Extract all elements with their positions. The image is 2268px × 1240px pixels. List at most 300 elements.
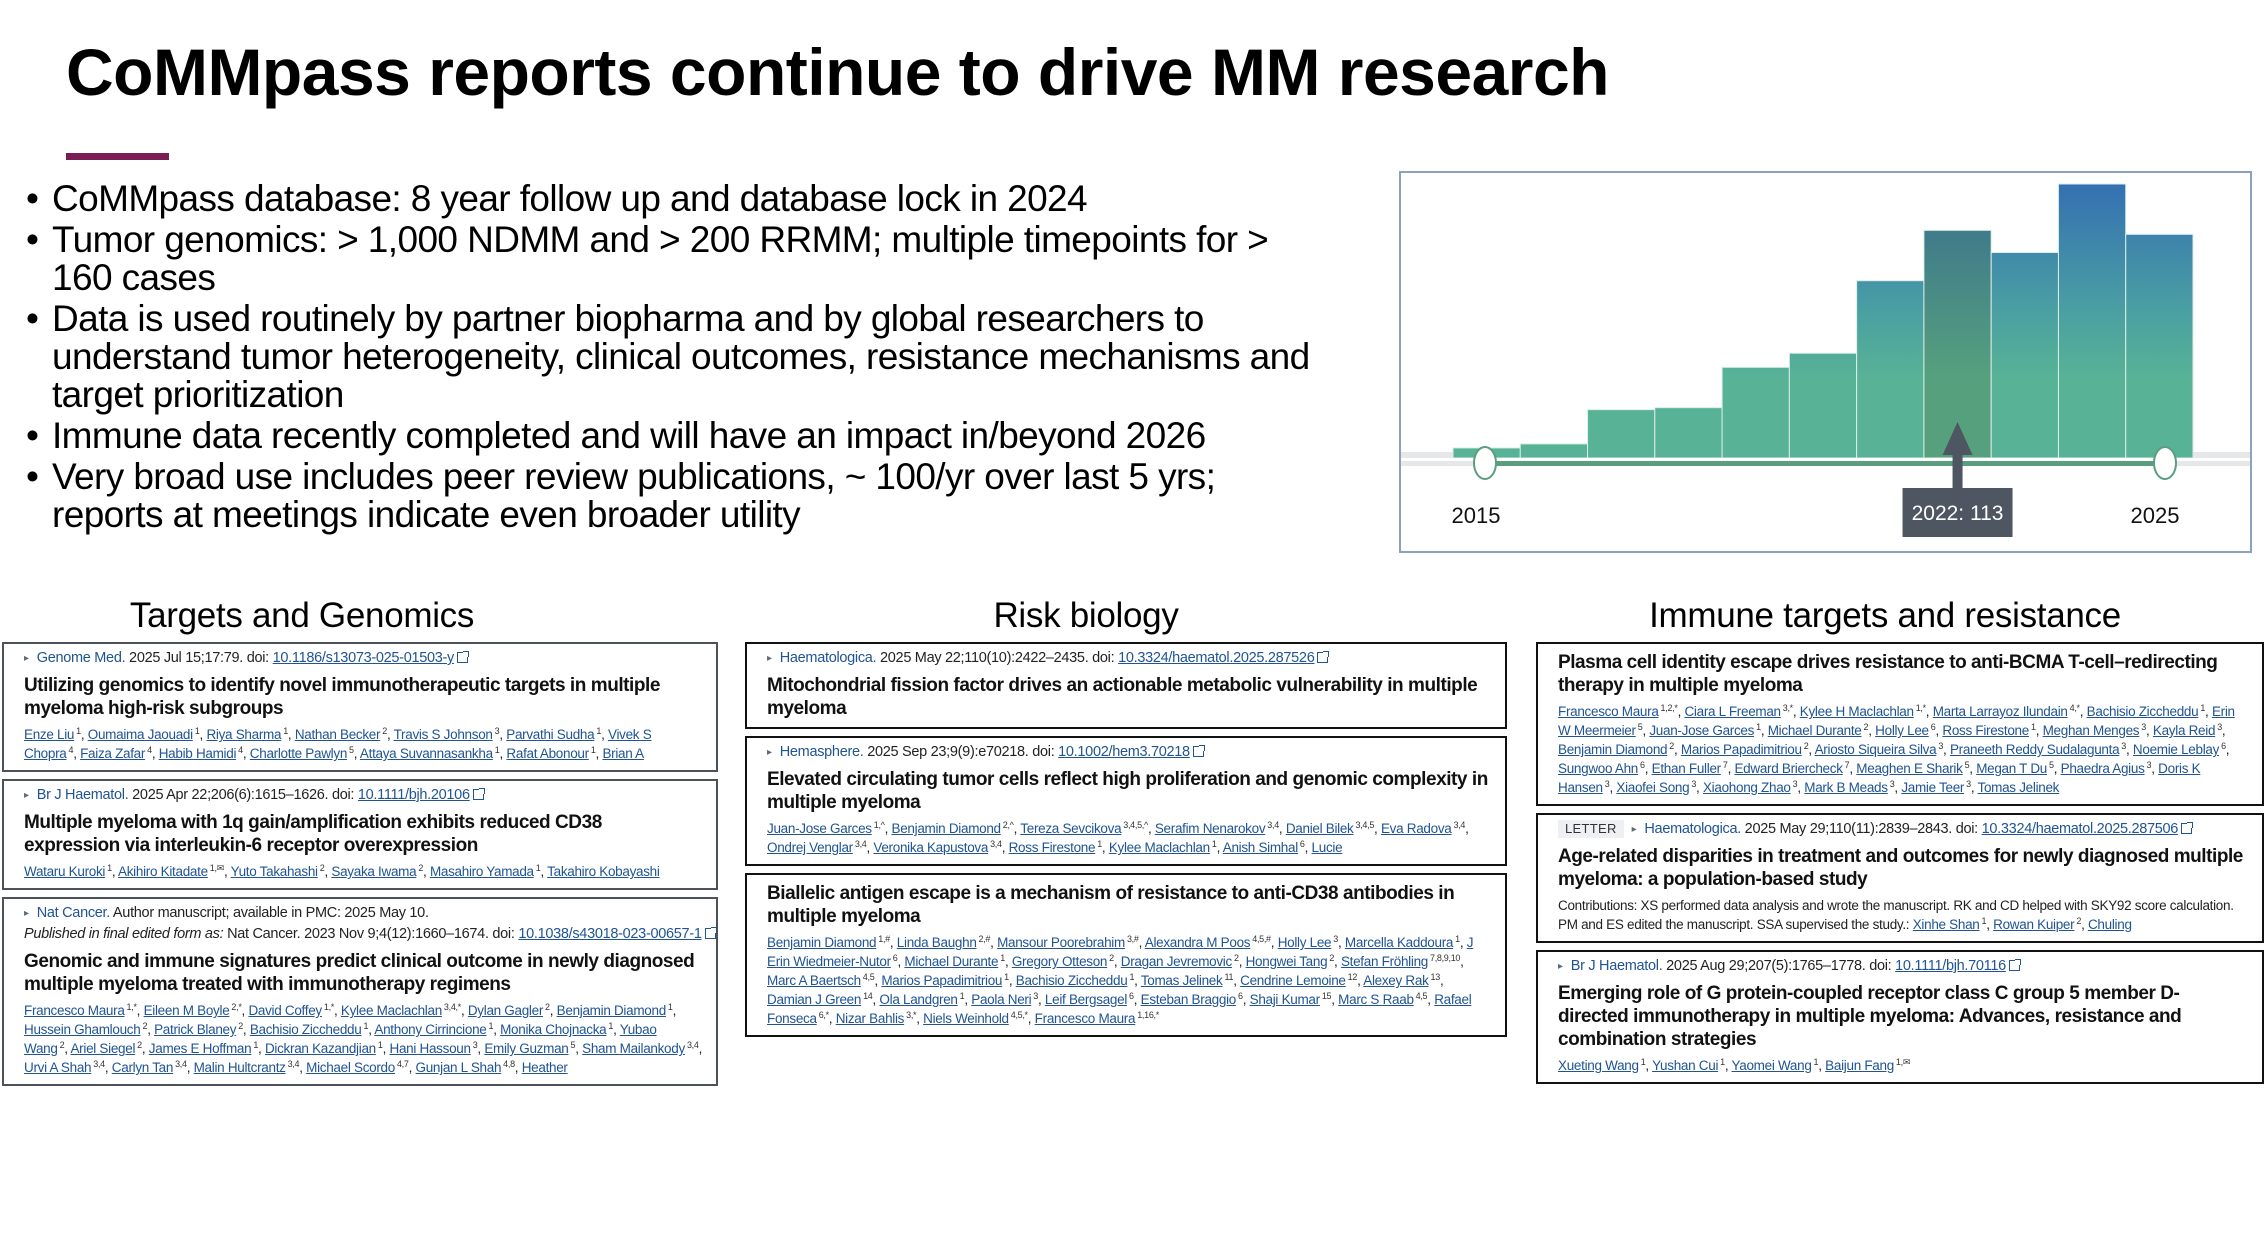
section-heading-targets-genomics: Targets and Genomics — [129, 596, 475, 635]
journal-name[interactable]: Genome Med. — [36, 650, 126, 666]
histogram-bar-2017[interactable] — [1588, 410, 1655, 458]
author-link[interactable]: Chuling — [2087, 917, 2132, 932]
author-affiliation: 3,4 — [287, 1058, 300, 1069]
author-link[interactable]: Esteban Braggio — [1140, 992, 1236, 1007]
citation-text: Author manuscript; available in PMC: 2025 May 10. — [110, 905, 429, 921]
external-link-icon[interactable] — [2009, 960, 2020, 971]
author-link[interactable]: Benjamin Diamond — [767, 935, 877, 950]
author-affiliation: 3,4 — [1267, 819, 1279, 830]
author-affiliation: 3 — [2146, 759, 2152, 770]
author-link[interactable]: Francesco Maura — [1034, 1011, 1136, 1026]
author-affiliation: 2 — [1803, 740, 1809, 751]
author-affiliation: 3,4 — [1453, 819, 1466, 830]
author-link[interactable]: Kylee Maclachlan — [340, 1003, 442, 1018]
author-affiliation: 1 — [1640, 1056, 1646, 1067]
author-affiliation: 2,# — [978, 933, 991, 944]
author-link[interactable]: Marcella Kaddoura — [1344, 935, 1454, 950]
doi-link[interactable]: 10.3324/haematol.2025.287526 — [1118, 650, 1315, 666]
author-link[interactable]: Travis S Johnson — [393, 727, 493, 742]
author-affiliation: 3,# — [1126, 933, 1139, 944]
histogram-bar-2024[interactable] — [2058, 184, 2125, 458]
author-affiliation: 1 — [1720, 1056, 1725, 1067]
author-link[interactable]: Hongwei Tang — [1245, 954, 1328, 969]
author-affiliation: 3,4,5 — [1355, 819, 1375, 830]
author-link[interactable]: Enze Liu — [24, 727, 75, 742]
citation-meta — [767, 743, 1491, 762]
author-link[interactable]: Habib Hamidi — [158, 746, 237, 761]
author-link[interactable]: James E Hoffman — [148, 1041, 252, 1056]
author-link[interactable]: Noemie Leblay — [2132, 742, 2220, 757]
author-affiliation: 2,* — [231, 1001, 242, 1012]
external-link-icon[interactable] — [473, 789, 484, 800]
doi-link[interactable]: 10.1111/bjh.20106 — [357, 787, 470, 803]
author-link[interactable]: Doris K Hansen — [1558, 761, 2201, 795]
author-link[interactable]: Tomas Jelinek — [1140, 973, 1223, 988]
author-link[interactable]: Niels Weinhold — [923, 1011, 1009, 1026]
author-affiliation: 5 — [2048, 759, 2054, 770]
author-list: Francesco Maura $^{1,*}$, Eileen M Boyle $^{2,*}$, David Coffey $^{1,*}$, Kylee Maclachlan $^{3,4,*}$, Dylan Gagler $^2$, Benjamin Diamond $^1$, Hussein Ghamlouch $^2$, Patrick Blaney $^2$, Bachisio Ziccheddu $^1$, Anthony Cirrincione $^1$, Monika Chojnacka $^1$, Yubao Wang $^2$, Ariel Siegel $^2$, James E Hoffman $^1$, Dickran Kazandjian $^1$, Hani Hassoun $^3$, Emily Guzman $^5$, Sham Mailankody $^{3,4}$, Urvi A Shah $^{3,4}$, Carlyn Tan $^{3,4}$, Malin Hultcrantz $^{3,4}$, Michael Scordo $^{4,7}$, Gunjan L Shah $^{4,8}$, Heather — [24, 1001, 703, 1075]
author-affiliation: 7,8,9,10 — [1430, 952, 1461, 963]
bullet-item — [22, 458, 1332, 534]
author-affiliation: 1 — [959, 990, 965, 1001]
author-affiliation: 3,4 — [175, 1058, 187, 1069]
author-affiliation: 2 — [142, 1020, 148, 1031]
author-affiliation: 1 — [1813, 1056, 1819, 1067]
article-card[interactable] — [2, 897, 718, 1086]
author-link[interactable]: Ross Firestone — [1008, 840, 1096, 855]
doi-link[interactable]: 10.1038/s43018-023-00657-1 — [518, 926, 702, 942]
author-affiliation: 5 — [1964, 759, 1970, 770]
article-title[interactable]: Plasma cell identity escape drives resistance to anti-BCMA T-cell–redirecting therapy in multiple myeloma — [1558, 652, 2218, 696]
journal-name[interactable]: Haematologica. — [1644, 821, 1741, 837]
article-title[interactable]: Biallelic antigen escape is a mechanism of resistance to anti-CD38 antibodies in multiple myeloma — [767, 883, 1455, 927]
immune-targets-column — [1536, 642, 2264, 1084]
author-link[interactable]: Takahiro Kobayashi — [547, 864, 660, 879]
author-link[interactable]: Attaya Suvannasankha — [359, 746, 493, 761]
citation-meta — [24, 904, 702, 923]
author-affiliation: 1 — [596, 725, 602, 736]
bullet-dot-icon: • — [26, 298, 39, 339]
triangle-expand-icon[interactable]: ▸ — [1558, 961, 1563, 972]
external-link-icon[interactable] — [1193, 746, 1204, 757]
author-affiliation: 4 — [147, 744, 152, 755]
author-affiliation: 7 — [1722, 759, 1728, 770]
author-link[interactable]: Daniel Bilek — [1285, 821, 1354, 836]
author-link[interactable]: Leif Bergsagel — [1044, 992, 1128, 1007]
bullet-text: Immune data recently completed and will have an impact in/beyond 2026 — [52, 415, 1206, 456]
author-affiliation: 2,^ — [1002, 819, 1014, 830]
author-affiliation: 3 — [1938, 740, 1944, 751]
triangle-expand-icon[interactable]: ▸ — [767, 653, 772, 664]
author-link[interactable]: Francesco Maura — [24, 1003, 125, 1018]
author-link[interactable]: Oumaima Jaouadi — [87, 727, 193, 742]
author-link[interactable]: Carlyn Tan — [111, 1060, 174, 1075]
author-link[interactable]: Alexey Rak — [1363, 973, 1429, 988]
citation-text: 2025 Jul 15;17:79. doi: — [125, 650, 273, 666]
article-card[interactable] — [2, 642, 718, 772]
author-link[interactable]: Nizar Bahlis — [835, 1011, 905, 1026]
external-link-icon[interactable] — [1317, 652, 1328, 663]
triangle-expand-icon[interactable]: ▸ — [24, 908, 29, 919]
author-link[interactable]: Rafat Abonour — [506, 746, 589, 761]
author-link[interactable]: J Erin Wiedmeier-Nutor — [767, 935, 1474, 969]
citation-text: Nat Cancer. 2023 Nov 9;4(12):1660–1674. doi: — [223, 926, 519, 942]
triangle-expand-icon[interactable]: ▸ — [1631, 824, 1637, 835]
slide-title: CoMMpass reports continue to drive MM research — [66, 35, 1609, 109]
author-link[interactable]: Ariel Siegel — [70, 1041, 136, 1056]
author-link[interactable]: Heather — [521, 1060, 568, 1075]
author-link[interactable]: Yubao Wang — [24, 1022, 657, 1056]
journal-name[interactable]: Haematologica. — [779, 650, 877, 666]
risk-biology-column — [745, 642, 1507, 1037]
author-affiliation: 3 — [1889, 778, 1895, 789]
author-link[interactable]: Malin Hultcrantz — [193, 1060, 286, 1075]
bullet-dot-icon: • — [26, 219, 39, 260]
author-link[interactable]: Bachisio Ziccheddu — [1015, 973, 1128, 988]
author-affiliation: 3 — [1333, 933, 1338, 944]
author-link[interactable]: Michael Scordo — [306, 1060, 395, 1075]
author-link[interactable]: Francesco Maura — [1558, 704, 1659, 719]
author-affiliation: 4,5 — [862, 971, 875, 982]
author-link[interactable]: Hussein Ghamlouch — [24, 1022, 141, 1037]
author-affiliation: 4,5,# — [1252, 933, 1271, 944]
author-affiliation: 1 — [488, 1020, 494, 1031]
doi-link[interactable]: 10.1186/s13073-025-01503-y — [272, 650, 455, 666]
author-link[interactable]: Eileen M Boyle — [143, 1003, 230, 1018]
author-affiliation: 5 — [570, 1039, 576, 1050]
author-link[interactable]: Anthony Cirrincione — [374, 1022, 487, 1037]
author-link[interactable]: Ciara L Freeman — [1684, 704, 1781, 719]
author-link[interactable]: Rafael Fonseca — [767, 992, 1472, 1026]
author-link[interactable]: Holly Lee — [1277, 935, 1332, 950]
author-affiliation: 2 — [1109, 952, 1114, 963]
triangle-expand-icon[interactable]: ▸ — [24, 653, 29, 664]
slider-selected-range[interactable] — [1485, 461, 2165, 466]
histogram-svg — [1401, 173, 2250, 551]
author-link[interactable]: Erin W Meermeier — [1558, 704, 2235, 738]
bullet-item — [22, 180, 1332, 218]
author-link[interactable]: Xueting Wang — [1558, 1058, 1639, 1073]
bullet-dot-icon: • — [26, 178, 39, 219]
author-affiliation: 3,4 — [990, 838, 1002, 849]
citation-meta — [1558, 820, 2248, 839]
author-affiliation: 1 — [667, 1001, 673, 1012]
author-affiliation: 3 — [1792, 778, 1798, 789]
author-link[interactable]: David Coffey — [248, 1003, 322, 1018]
article-title[interactable]: Emerging role of G protein-coupled receptor class C group 5 member D-directed immunotherapy in multiple myeloma: Advances, resistance and combination strategies — [1558, 983, 2182, 1050]
author-affiliation: 3,4 — [686, 1039, 699, 1050]
article-title[interactable]: Genomic and immune signatures predict clinical outcome in newly diagnosed multiple myeloma treated with immunotherapy regimens — [24, 951, 695, 995]
journal-name[interactable]: Hemasphere. — [779, 744, 864, 760]
author-link[interactable]: Kayla Reid — [2152, 723, 2216, 738]
histogram-bar-2019[interactable] — [1722, 367, 1789, 458]
author-link[interactable]: Tereza Sevcikova — [1020, 821, 1122, 836]
author-link[interactable]: Edward Briercheck — [1734, 761, 1843, 776]
triangle-expand-icon[interactable]: ▸ — [767, 747, 772, 758]
histogram-bar-2018[interactable] — [1655, 408, 1722, 458]
author-affiliation: 1 — [194, 725, 200, 736]
author-link[interactable]: Holly Lee — [1875, 723, 1929, 738]
author-link[interactable]: Marc A Baertsch — [767, 973, 861, 988]
author-link[interactable]: Michael Durante — [1767, 723, 1862, 738]
author-link[interactable]: Yuto Takahashi — [230, 864, 318, 879]
author-link[interactable]: Cendrine Lemoine — [1240, 973, 1346, 988]
author-affiliation: 3,* — [906, 1009, 917, 1020]
author-link[interactable]: Veronika Kapustova — [873, 840, 989, 855]
author-affiliation: 1 — [107, 862, 112, 873]
author-affiliation: 1 — [1455, 933, 1460, 944]
citation-meta — [24, 786, 702, 805]
author-affiliation: 1 — [363, 1020, 369, 1031]
author-link[interactable]: Xinhe Shan — [1912, 917, 1980, 932]
author-link[interactable]: Akihiro Kitadate — [118, 864, 208, 879]
author-link[interactable]: Patrick Blaney — [154, 1022, 237, 1037]
summary-bullet-list — [22, 180, 1332, 537]
range-start-label: 2015 — [1451, 503, 1501, 528]
author-affiliation: 1 — [494, 744, 500, 755]
article-card[interactable] — [1536, 642, 2264, 806]
article-title[interactable]: Utilizing genomics to identify novel immunotherapeutic targets in multiple myeloma high-risk subgroups — [24, 675, 660, 719]
author-link[interactable]: Paola Neri — [971, 992, 1032, 1007]
article-card[interactable] — [745, 873, 1507, 1037]
author-affiliation: 1,# — [878, 933, 890, 944]
article-title[interactable]: Mitochondrial fission factor drives an actionable metabolic vulnerability in multiple myeloma — [767, 675, 1478, 719]
author-affiliation: 6 — [1930, 721, 1936, 732]
author-link[interactable]: Wataru Kuroki — [24, 864, 106, 879]
author-link[interactable]: Mark B Meads — [1804, 780, 1888, 795]
article-card[interactable] — [745, 642, 1507, 729]
bullet-item — [22, 300, 1332, 414]
author-link[interactable]: Tomas Jelinek — [1977, 780, 2060, 795]
author-link[interactable]: Ariosto Siqueira Silva — [1814, 742, 1937, 757]
author-affiliation: 1 — [1756, 721, 1761, 732]
author-affiliation: 3 — [2141, 721, 2146, 732]
author-link[interactable]: Hani Hassoun — [389, 1041, 471, 1056]
author-affiliation: 2 — [545, 1001, 550, 1012]
triangle-expand-icon[interactable]: ▸ — [24, 790, 29, 801]
histogram-bar-2025[interactable] — [2126, 234, 2193, 458]
author-affiliation: 4 — [238, 744, 243, 755]
external-link-icon[interactable] — [2181, 823, 2192, 834]
author-link[interactable]: Nathan Becker — [294, 727, 381, 742]
author-affiliation: 1 — [2030, 721, 2036, 732]
bullet-item — [22, 221, 1332, 297]
author-link[interactable]: Bachisio Ziccheddu — [249, 1022, 362, 1037]
author-list: Enze Liu $^1$, Oumaima Jaouadi $^1$, Riya Sharma $^1$, Nathan Becker $^2$, Travis S Johnson $^3$, Parvathi Sudha $^1$, Vivek S Chopra $^4$, Faiza Zafar $^4$, Habib Hamidi $^4$, Charlotte Pawlyn $^5$, Attaya Suvannasankha $^1$, Rafat Abonour $^1$, Brian A — [24, 725, 652, 761]
author-link[interactable]: Marios Papadimitriou — [881, 973, 1003, 988]
author-affiliation: 4 — [68, 744, 74, 755]
author-affiliation: 1 — [76, 725, 81, 736]
author-link[interactable]: Ross Firestone — [1942, 723, 2029, 738]
author-link[interactable]: Brian A — [602, 746, 644, 761]
author-affiliation: 2 — [59, 1039, 65, 1050]
author-affiliation: 6,* — [818, 1009, 829, 1020]
author-link[interactable]: Marc S Raab — [1338, 992, 1414, 1007]
histogram-bar-2023[interactable] — [1991, 253, 2058, 459]
author-link[interactable]: Shaji Kumar — [1249, 992, 1320, 1007]
author-affiliation: 1 — [1129, 971, 1135, 982]
article-title[interactable]: Age-related disparities in treatment and outcomes for newly diagnosed multiple myeloma: a population-based study — [1558, 846, 2243, 890]
author-link[interactable]: Benjamin Diamond — [891, 821, 1001, 836]
author-affiliation: 2 — [382, 725, 387, 736]
author-link[interactable]: Masahiro Yamada — [429, 864, 534, 879]
author-link[interactable]: Gregory Otteson — [1011, 954, 1108, 969]
author-link[interactable]: Praneeth Reddy Sudalagunta — [1949, 742, 2120, 757]
section-heading-risk-biology: Risk biology — [993, 596, 1179, 635]
author-affiliation: 1 — [377, 1039, 383, 1050]
tooltip-arrow-stem — [1953, 453, 1963, 489]
author-affiliation: 6 — [1299, 838, 1305, 849]
citation-text: 2025 Aug 29;207(5):1765–1778. doi: — [1662, 958, 1896, 974]
author-link[interactable]: Vivek S Chopra — [24, 727, 652, 761]
author-link[interactable]: Stefan Fröhling — [1340, 954, 1428, 969]
author-affiliation: 2 — [418, 862, 424, 873]
author-link[interactable]: Rowan Kuiper — [1993, 917, 2075, 932]
author-link[interactable]: Sham Mailankody — [582, 1041, 685, 1056]
author-link[interactable]: Meghan Menges — [2042, 723, 2140, 738]
author-link[interactable]: Juan-Jose Garces — [767, 821, 872, 836]
author-affiliation: 2 — [238, 1020, 243, 1031]
author-link[interactable]: Xiaofei Song — [1616, 780, 1690, 795]
author-link[interactable]: Bachisio Ziccheddu — [2086, 704, 2199, 719]
histogram-bar-2021[interactable] — [1857, 281, 1924, 458]
author-affiliation: 5 — [349, 744, 354, 755]
author-affiliation: 3 — [1966, 778, 1971, 789]
author-affiliation: 2 — [1669, 740, 1674, 751]
article-card[interactable] — [745, 736, 1507, 866]
author-link[interactable]: Sayaka Iwama — [331, 864, 417, 879]
author-link[interactable]: Juan-Jose Garces — [1649, 723, 1755, 738]
journal-name[interactable]: Nat Cancer. — [36, 905, 110, 921]
author-link[interactable]: Marta Larrayoz Ilundain — [1932, 704, 2068, 719]
doi-link[interactable]: 10.1002/hem3.70218 — [1058, 744, 1190, 760]
doi-link[interactable]: 10.3324/haematol.2025.287506 — [1981, 821, 2179, 837]
author-link[interactable]: Meaghen E Sharik — [1856, 761, 1963, 776]
citation-text: 2025 Apr 22;206(6):1615–1626. doi: — [128, 787, 358, 803]
author-affiliation: 1,✉ — [209, 862, 224, 873]
author-link[interactable]: Monika Chojnacka — [500, 1022, 607, 1037]
author-link[interactable]: Sungwoo Ahn — [1558, 761, 1639, 776]
external-link-icon[interactable] — [457, 652, 468, 663]
author-affiliation: 3 — [2217, 721, 2222, 732]
author-list: Xueting Wang $^1$, Yushan Cui $^1$, Yaomei Wang $^1$, Baijun Fang $^{1,✉}$ — [1558, 1056, 1911, 1073]
author-link[interactable]: Parvathi Sudha — [506, 727, 595, 742]
author-affiliation: 4,5,* — [1010, 1009, 1028, 1020]
author-link[interactable]: Marios Papadimitriou — [1680, 742, 1802, 757]
author-link[interactable]: Kylee H Maclachlan — [1799, 704, 1914, 719]
section-heading-immune-targets: Immune targets and resistance — [1649, 596, 2121, 635]
author-link[interactable]: Urvi A Shah — [24, 1060, 92, 1075]
author-link[interactable]: Yushan Cui — [1652, 1058, 1719, 1073]
journal-name[interactable]: Br J Haematol. — [36, 787, 129, 803]
author-affiliation: 3 — [1691, 778, 1697, 789]
article-title[interactable]: Multiple myeloma with 1q gain/amplification exhibits reduced CD38 expression via interleukin-6 receptor overexpression — [24, 812, 602, 856]
author-list: Xinhe Shan $^1$, Rowan Kuiper $^2$, Chuling — [1912, 915, 2132, 932]
author-affiliation: 3,4,5,^ — [1123, 819, 1148, 830]
author-link[interactable]: Baijun Fang — [1825, 1058, 1894, 1073]
author-link[interactable]: Benjamin Diamond — [1558, 742, 1668, 757]
range-start-handle[interactable] — [1474, 447, 1496, 479]
author-affiliation: 1 — [1981, 915, 1987, 926]
author-link[interactable]: Anish Simhal — [1222, 840, 1298, 855]
author-link[interactable]: Eva Radova — [1380, 821, 1452, 836]
author-link[interactable]: Charlotte Pawlyn — [249, 746, 348, 761]
article-card[interactable] — [2, 779, 718, 890]
author-link[interactable]: Phaedra Agius — [2060, 761, 2145, 776]
author-link[interactable]: Riya Sharma — [206, 727, 282, 742]
author-link[interactable]: Serafim Nenarokov — [1154, 821, 1266, 836]
author-affiliation: 1,* — [126, 1001, 137, 1012]
author-link[interactable]: Emily Guzman — [484, 1041, 569, 1056]
author-link[interactable]: Yaomei Wang — [1731, 1058, 1812, 1073]
range-end-handle[interactable] — [2154, 447, 2176, 479]
author-affiliation: 3 — [1604, 778, 1610, 789]
author-affiliation: 14 — [863, 990, 873, 1001]
article-card[interactable] — [1536, 950, 2264, 1084]
histogram-bar-2016[interactable] — [1520, 444, 1587, 458]
citation-meta — [1558, 957, 2248, 976]
tooltip-label: 2022: 113 — [1911, 502, 2004, 525]
author-link[interactable]: Faiza Zafar — [80, 746, 146, 761]
author-link[interactable]: Linda Baughn — [896, 935, 977, 950]
author-link[interactable]: Benjamin Diamond — [556, 1003, 666, 1018]
bullet-item — [22, 417, 1332, 455]
author-link[interactable]: Michael Durante — [904, 954, 999, 969]
bullet-text: CoMMpass database: 8 year follow up and database lock in 2024 — [52, 178, 1088, 219]
author-link[interactable]: Xiaohong Zhao — [1702, 780, 1791, 795]
author-link[interactable]: Damian J Green — [767, 992, 862, 1007]
author-link[interactable]: Jamie Teer — [1901, 780, 1965, 795]
author-affiliation: 3,* — [1782, 702, 1793, 713]
author-affiliation: 3 — [472, 1039, 478, 1050]
doi-link[interactable]: 10.1111/bjh.70116 — [1895, 958, 2006, 974]
author-affiliation: 11 — [1224, 971, 1234, 982]
bullet-text: Very broad use includes peer review publications, ~ 100/yr over last 5 yrs; reports at meetings indicate even broader utility — [52, 456, 1216, 535]
author-affiliation: 1 — [1004, 971, 1009, 982]
author-link[interactable]: Alexandra M Poos — [1144, 935, 1251, 950]
author-affiliation: 1,^ — [873, 819, 885, 830]
author-link[interactable]: Kylee Maclachlan — [1108, 840, 1210, 855]
author-link[interactable]: Ethan Fuller — [1651, 761, 1721, 776]
author-link[interactable]: Lucie — [1311, 840, 1343, 855]
author-list: Wataru Kuroki $^1$, Akihiro Kitadate $^{1,✉}$, Yuto Takahashi $^2$, Sayaka Iwama $^2$, Masahiro Yamada $^1$, Takahiro Kobayashi — [24, 862, 660, 879]
author-link[interactable]: Dickran Kazandjian — [264, 1041, 376, 1056]
author-link[interactable]: Dragan Jevremovic — [1120, 954, 1232, 969]
author-link[interactable]: Ola Landgren — [879, 992, 958, 1007]
author-affiliation: 2 — [1329, 952, 1335, 963]
author-affiliation: 13 — [1430, 971, 1440, 982]
citation-meta — [24, 649, 702, 668]
author-affiliation: 1 — [253, 1039, 259, 1050]
published-label: Published in final edited form as: — [24, 926, 224, 942]
article-title[interactable]: Elevated circulating tumor cells reflect high proliferation and genomic complexity in multiple myeloma — [767, 769, 1488, 813]
author-list: Francesco Maura $^{1,2,*}$, Ciara L Freeman $^{3,*}$, Kylee H Maclachlan $^{1,*}$, Marta Larrayoz Ilundain $^{4,*}$, Bachisio Ziccheddu $^1$, Erin W Meermeier $^5$, Juan-Jose Garces $^1$, Michael Durante $^2$, Holly Lee $^6$, Ross Firestone $^1$, Meghan Menges $^3$, Kayla Reid $^3$, Benjamin Diamond $^2$, Marios Papadimitriou $^2$, Ariosto Siqueira Silva $^3$, Praneeth Reddy Sudalagunta $^3$, Noemie Leblay $^6$, Sungwoo Ahn $^6$, Ethan Fuller $^7$, Edward Briercheck $^7$, Meaghen E Sharik $^5$, Megan T Du $^5$, Phaedra Agius $^3$, Doris K Hansen $^3$, Xiaofei Song $^3$, Xiaohong Zhao $^3$, Mark B Meads $^3$, Jamie Teer $^3$, Tomas Jelinek — [1558, 702, 2235, 795]
article-card[interactable] — [1536, 813, 2264, 943]
author-link[interactable]: Mansour Poorebrahim — [997, 935, 1125, 950]
author-link[interactable]: Ondrej Venglar — [767, 840, 853, 855]
author-link[interactable]: Megan T Du — [1976, 761, 2047, 776]
citation-text: 2025 Sep 23;9(9):e70218. doi: — [863, 744, 1059, 760]
citation-text: 2025 May 22;110(10):2422–2435. doi: — [876, 650, 1119, 666]
author-affiliation: 3 — [2121, 740, 2126, 751]
citation-text: 2025 May 29;110(11):2839–2843. doi: — [1740, 821, 1982, 837]
author-link[interactable]: Dylan Gagler — [467, 1003, 544, 1018]
external-link-icon[interactable] — [705, 928, 716, 939]
author-link[interactable]: Gunjan L Shah — [415, 1060, 502, 1075]
journal-name[interactable]: Br J Haematol. — [1570, 958, 1663, 974]
histogram-bar-2020[interactable] — [1789, 353, 1856, 458]
author-affiliation: 6 — [1237, 990, 1243, 1001]
